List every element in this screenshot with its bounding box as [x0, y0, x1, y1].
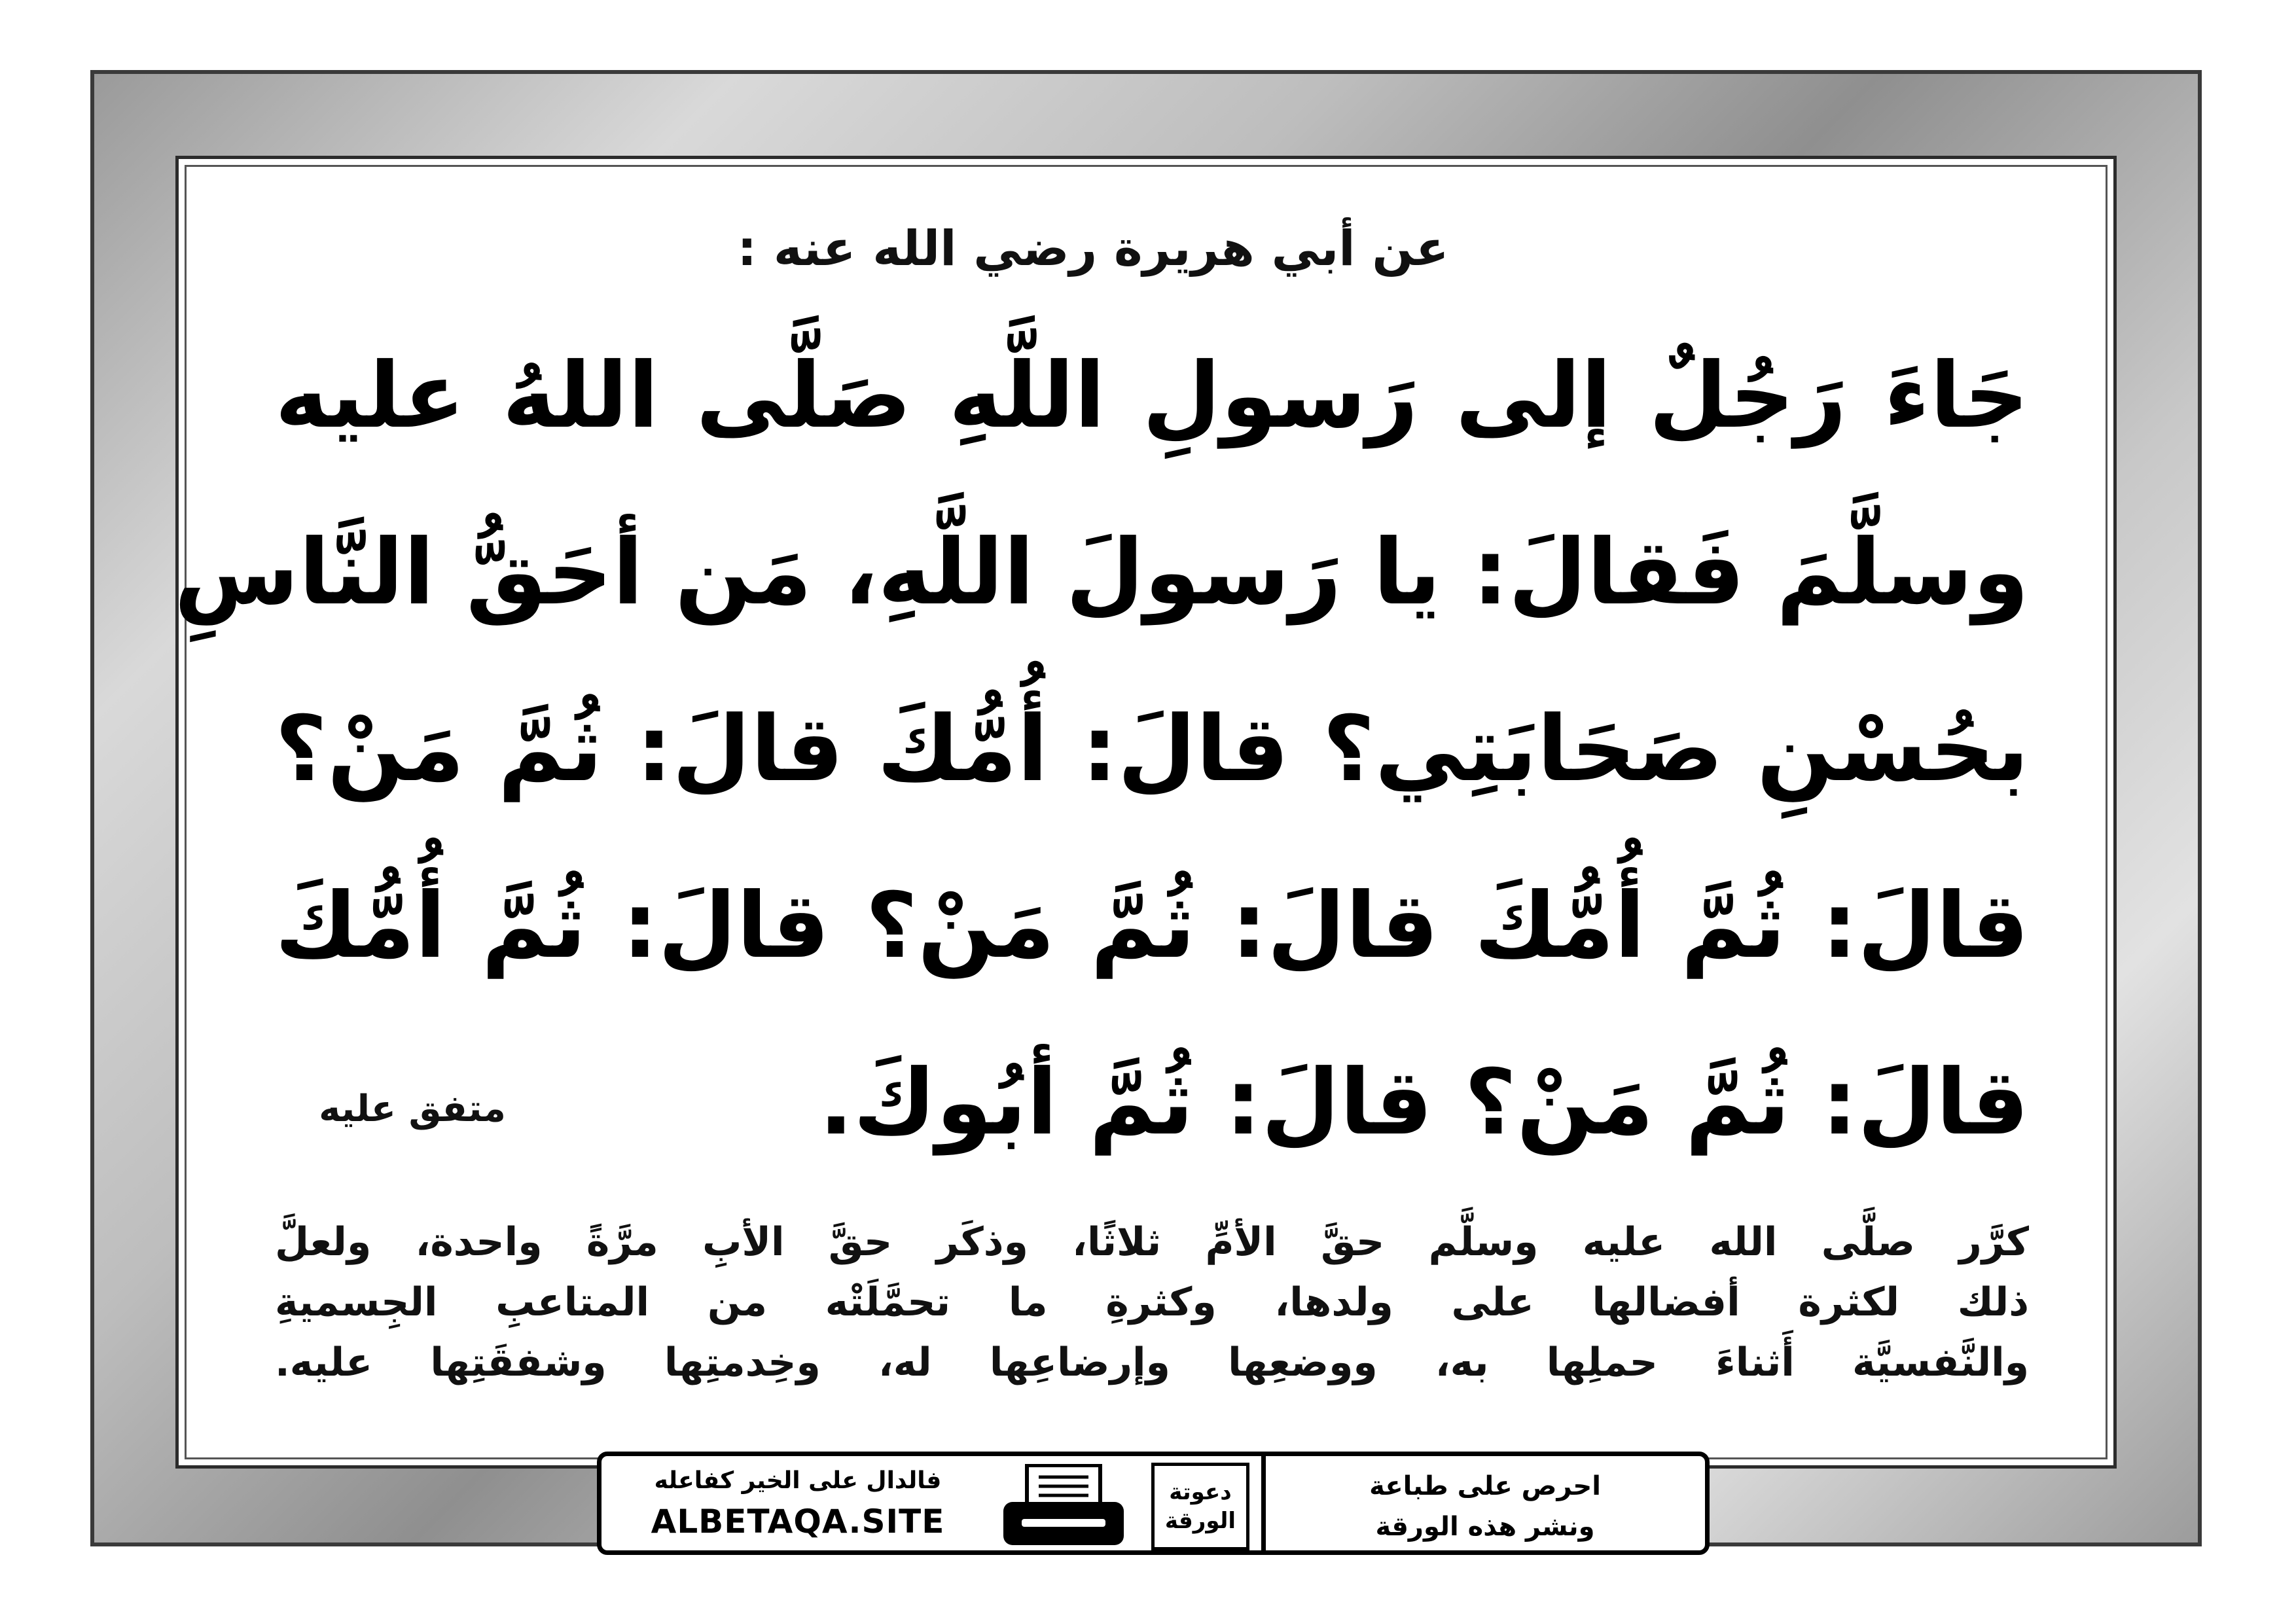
printer-icon — [999, 1464, 1128, 1549]
footer-banner — [597, 1452, 1710, 1555]
hadith-line-2: وسلَّمَ فَقالَ: يا رَسولَ اللَّهِ، مَن أحَقُّ النَّاسِ — [174, 520, 2029, 625]
logo-text-bottom: الورقة — [1164, 1508, 1236, 1534]
hadith-line-3: بحُسْنِ صَحَابَتِي؟ قالَ: أُمُّكَ قالَ: ثُمَّ مَنْ؟ — [275, 696, 2029, 802]
footer-site-block — [615, 1461, 981, 1553]
commentary-line-3: والنَّفسيَّة أَثناءَ حملِها به، ووضعِها وإرضاعِها له، وخِدمتِها وشفقَتِها عليه. — [275, 1340, 2029, 1385]
hadith-source: متفق عليه — [319, 1088, 506, 1130]
logo-text-top: دعوتة — [1169, 1479, 1232, 1505]
footer-note-line-2: ونشر هذه الورقة — [1375, 1512, 1595, 1542]
hadith-line-5: قالَ: ثُمَّ مَنْ؟ قالَ: ثُمَّ أبُوكَ. — [819, 1050, 2029, 1155]
logo-emblem — [1151, 1463, 1249, 1550]
footer-site-link[interactable]: ALBETAQA.SITE — [651, 1503, 945, 1541]
hadith-line-4: قالَ: ثُمَّ أُمُّكَ قالَ: ثُمَّ مَنْ؟ قالَ: ثُمَّ أُمُّكَ — [275, 873, 2029, 978]
narrator-heading: عن أبي هريرة رضي الله عنه : — [737, 221, 1449, 277]
footer-tagline: فالدال على الخير كفاعله — [654, 1467, 942, 1494]
commentary-line-2: ذلك لكثرة أفضالها على ولدها، وكثرةِ ما تحمَّلَتْه من المتاعبِ الجِسميةِ — [275, 1279, 2029, 1325]
logo-box — [1151, 1463, 1249, 1550]
footer-note-line-1: احرص على طباعة — [1369, 1471, 1601, 1501]
commentary-line-1: كرَّر صلَّى الله عليه وسلَّم حقَّ الأمِّ ثلاثًا، وذكَر حقَّ الأبِ مرَّةً واحدة، ولعلَّ — [275, 1219, 2029, 1265]
footer-note-block — [1276, 1461, 1695, 1553]
hadith-line-1: جَاءَ رَجُلٌ إلى رَسولِ اللَّهِ صَلَّى اللهُ عليه — [275, 343, 2029, 448]
footer-divider — [1261, 1456, 1266, 1550]
